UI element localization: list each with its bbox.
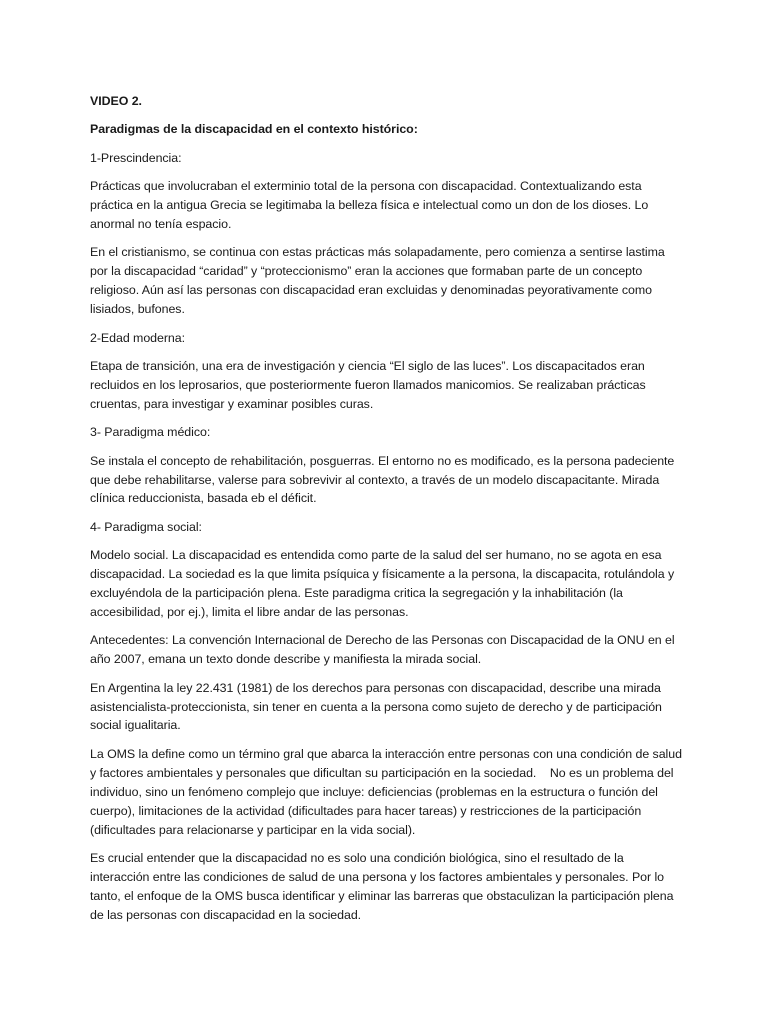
paragraph: La OMS la define como un término gral que abarca la interacción entre personas con una condición de salud y factores ambientales y personales que dificultan su participación en la sociedad. No es un problema del individuo, sino un fenómeno complejo que incluye: deficiencias (problemas en la estructura o función del cuerpo), limitaciones de la actividad (dificultades para hacer tareas) y restricciones de la participación (dificultades para relacionarse y participar en la vida social). xyxy=(90,746,686,837)
paragraph: En el cristianismo, se continua con estas prácticas más solapadamente, pero comienza a sentirse lastima por la discapacidad “caridad” y “proteccionismo” eran la acciones que formaban parte de un concepto religioso. Aún así las personas con discapacidad eran excluidas y denominadas peyorativamente como lisiados, bufones. xyxy=(90,245,665,317)
paragraph: Prácticas que involucraban el exterminio total de la persona con discapacidad. Contextualizando esta práctica en la antigua Grecia se legitimaba la belleza física e intelectual como un don de los dioses. Lo anormal no tenía espacio. xyxy=(90,179,649,232)
document-title: VIDEO 2. xyxy=(90,94,142,108)
paragraph: Es crucial entender que la discapacidad no es solo una condición biológica, sino el resultado de la interacción entre las condiciones de salud de una persona y los factores ambientales y personales. Por lo tanto, el enfoque de la OMS busca identificar y eliminar las barreras que obstaculizan la participación plena de las personas con discapacidad en la sociedad. xyxy=(90,850,674,922)
subheading-paradigma-medico: 3- Paradigma médico: xyxy=(90,425,211,440)
paragraph: En Argentina la ley 22.431 (1981) de los derechos para personas con discapacidad, describe una mirada asistencialista-proteccionista, sin tener en cuenta a la persona como sujeto de derecho y de participación social igualitaria. xyxy=(90,680,662,733)
subheading-prescindencia: 1-Prescindencia: xyxy=(90,150,182,165)
document-body xyxy=(90,92,685,934)
subheading-edad-moderna: 2-Edad moderna: xyxy=(90,330,185,345)
paragraph: Etapa de transición, una era de investigación y ciencia “El siglo de las luces”. Los discapacitados eran recluidos en los leprosarios, que posteriormente fueron llamados manicomios. Se realizaban prácticas cruentas, para investigar y examinar posibles curas. xyxy=(90,358,646,411)
paragraph: Se instala el concepto de rehabilitación, posguerras. El entorno no es modificado, es la persona padeciente que debe rehabilitarse, valerse para sobrevivir al contexto, a través de un modelo discapacitante. Mirada clínica reduccionista, basada eb el déficit. xyxy=(90,453,675,506)
subheading-paradigma-social: 4- Paradigma social: xyxy=(90,519,202,534)
paragraph: Modelo social. La discapacidad es entendida como parte de la salud del ser humano, no se agota en esa discapacidad. La sociedad es la que limita psíquica y físicamente a la persona, la discapacita, rotulándola y excluyéndola de la participación plena. Este paradigma critica la segregación y la inhabilitación (la accesibilidad, por ej.), limita el libre andar de las personas. xyxy=(90,548,675,619)
paragraph: Antecedentes: La convención Internacional de Derecho de las Personas con Discapacidad de la ONU en el año 2007, emana un texto donde describe y manifiesta la mirada social. xyxy=(90,633,675,667)
section-heading: Paradigmas de la discapacidad en el contexto histórico: xyxy=(90,122,418,137)
